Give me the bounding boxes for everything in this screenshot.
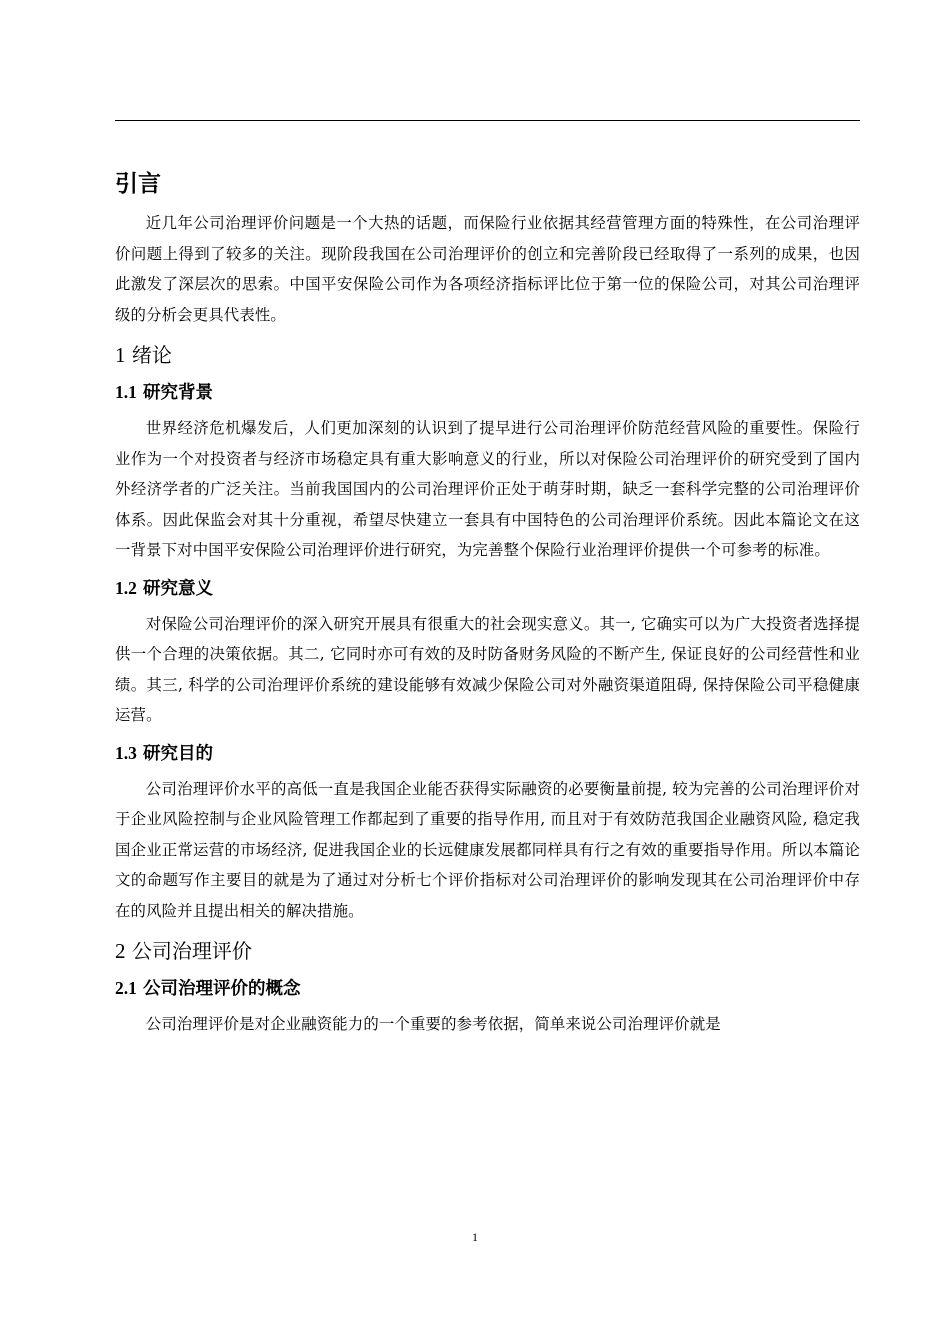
section-1-1-title: 研究背景 [142,383,213,403]
section-1-2-heading [115,574,860,603]
section-2-1-number: 2.1 [115,978,137,998]
section-1-2-title: 研究意义 [142,578,213,599]
header-rule [115,120,860,121]
page-number: 1 [472,1230,478,1244]
section-1-3-number: 1.3 [115,742,137,763]
chapter-2-title: 公司治理评价 [131,939,252,963]
chapter-2-number: 2 [115,939,126,963]
intro-paragraph: 近几年公司治理评价问题是一个大热的话题，而保险行业依据其经营管理方面的特殊性，在公司治理评价问题上得到了较多的关注。现阶段我国在公司治理评价的创立和完善阶段已经取得了一系列的成果，也因此激发了深层次的思索。中国平安保险公司作为各项经济指标评比位于第一位的保险公司，对其公司治理评级的分析会更具代表性。 [115,214,860,324]
chapter-1-number: 1 [115,343,126,367]
section-1-1-number: 1.1 [115,382,137,402]
section-1-1-heading [115,378,860,407]
section-2-1-title: 公司治理评价的概念 [142,979,301,999]
section-2-1-heading [115,974,860,1003]
section-1-2-number: 1.2 [115,577,137,598]
section-1-1-paragraph: 世界经济危机爆发后，人们更加深刻的认识到了提早进行公司治理评价防范经营风险的重要性。保险行业作为一个对投资者与经济市场稳定具有重大影响意义的行业，所以对保险公司治理评价的研究受到了国内外经济学者的广泛关注。当前我国国内的公司治理评价正处于萌芽时期，缺乏一套科学完整的公司治理评价体系。因此保监会对其十分重视，希望尽快建立一套具有中国特色的公司治理评价系统。因此本篇论文在这一背景下对中国平安保险公司治理评价进行研究，为完善整个保险行业治理评价提供一个可参考的标准。 [115,419,860,559]
document-body [115,160,860,1042]
chapter-2-heading [115,936,860,966]
section-1-3-paragraph: 公司治理评价水平的高低一直是我国企业能否获得实际融资的必要衡量前提, 较为完善的公司治理评价对于企业风险控制与企业风险管理工作都起到了重要的指导作用, 而且对于有效防范我国企业融资风险, 稳定我国企业正常运营的市场经济, 促进我国企业的长远健康发展都同样具有行之有效的重要指导作用。所以本篇论文的命题写作主要目的就是为了通过对分析七个评价指标对公司治理评价的影响发现其在公司治理评价中存在的风险并且提出相关的解决措施。 [115,779,860,920]
section-1-3-heading [115,739,860,768]
section-1-2-paragraph: 对保险公司治理评价的深入研究开展具有很重大的社会现实意义。其一, 它确实可以为广大投资者选择提供一个合理的决策依据。其二, 它同时亦可有效的及时防备财务风险的不断产生, 保证良好的公司经营性和业绩。其三, 科学的公司治理评价系统的建设能够有效减少保险公司对外融资渠道阻碍, 保持保险公司平稳健康运营。 [115,614,860,724]
chapter-1-title: 绪论 [131,343,172,367]
section-2-1-paragraph: 公司治理评价是对企业融资能力的一个重要的参考依据，简单来说公司治理评价就是 [145,1015,721,1033]
chapter-1-heading [115,340,860,370]
section-1-3-title: 研究目的 [142,743,213,764]
intro-heading: 引言 [115,171,161,197]
